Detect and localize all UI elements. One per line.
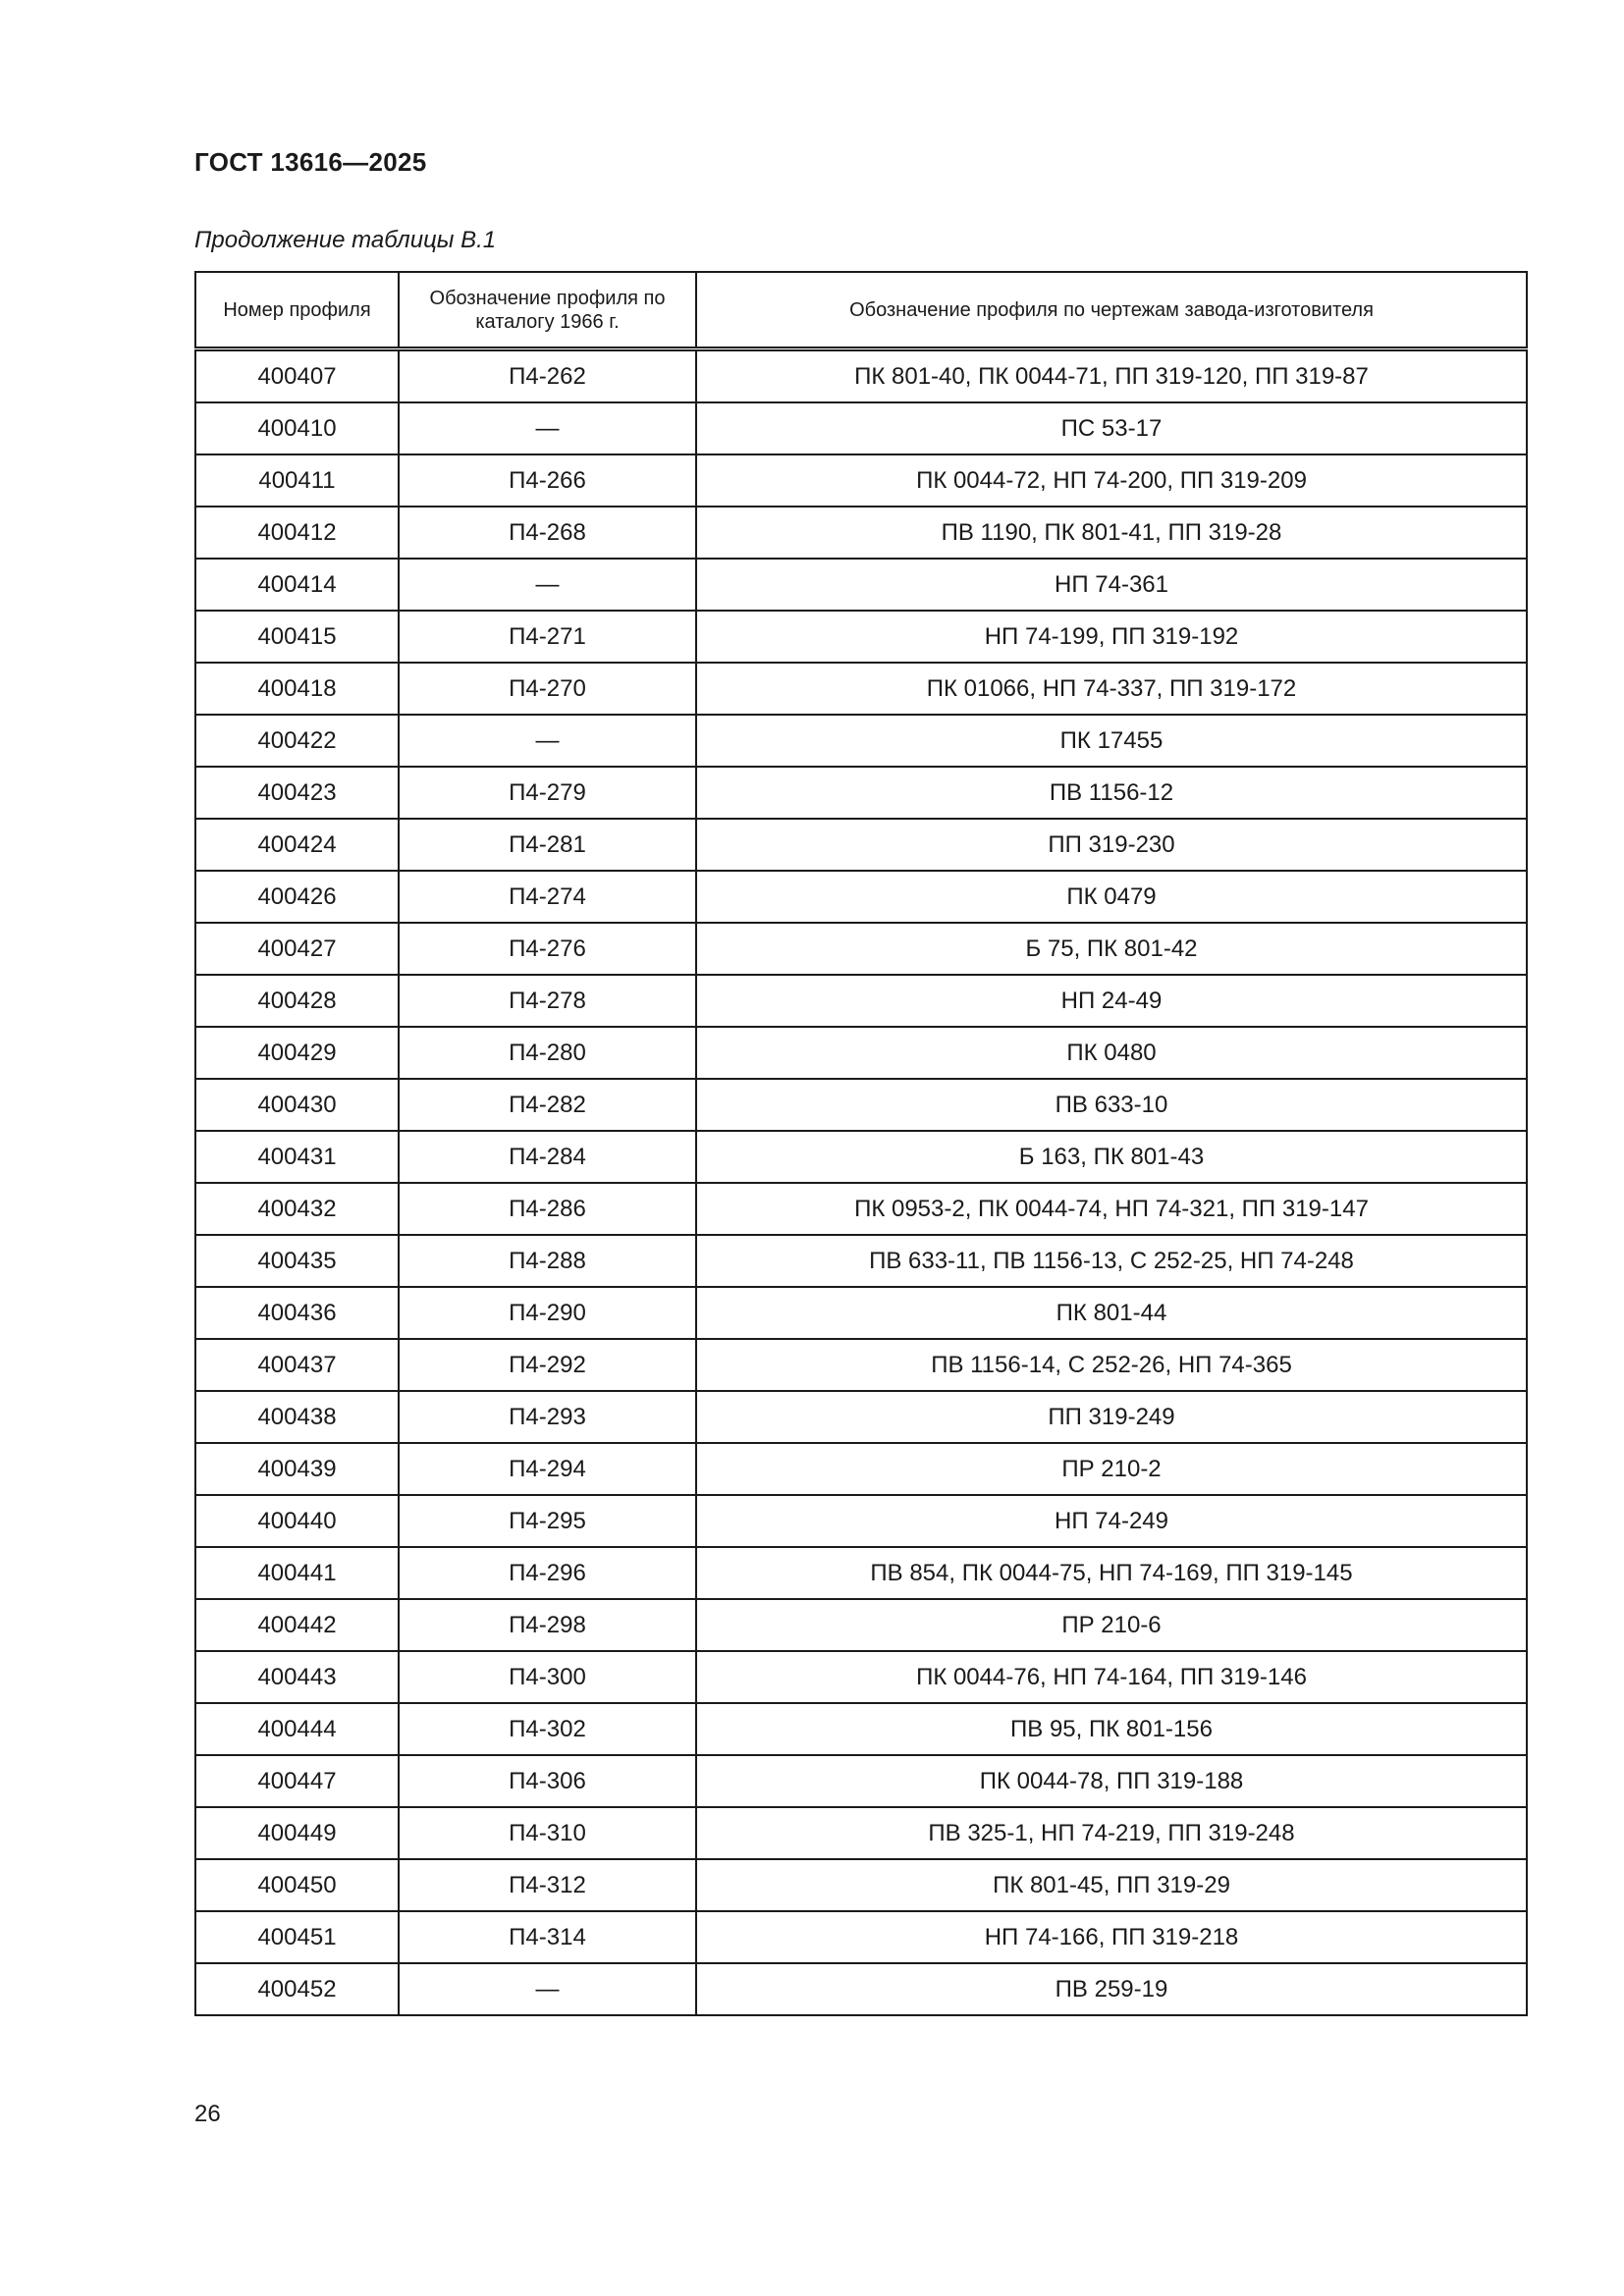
catalog-designation-cell: П4-288: [399, 1235, 696, 1287]
catalog-designation-cell: П4-302: [399, 1703, 696, 1755]
profile-number-cell: 400422: [195, 715, 399, 767]
catalog-designation-cell: П4-310: [399, 1807, 696, 1859]
catalog-designation-cell: П4-271: [399, 611, 696, 663]
catalog-designation-cell: П4-282: [399, 1079, 696, 1131]
table-row: [195, 1235, 1527, 1287]
manufacturer-designation-cell: ПК 01066, НП 74-337, ПП 319-172: [696, 663, 1527, 715]
catalog-designation-cell: П4-300: [399, 1651, 696, 1703]
manufacturer-designation-cell: НП 74-166, ПП 319-218: [696, 1911, 1527, 1963]
table-row: [195, 767, 1527, 819]
table-row: [195, 871, 1527, 923]
manufacturer-designation-cell: НП 74-199, ПП 319-192: [696, 611, 1527, 663]
table-row: [195, 1859, 1527, 1911]
catalog-designation-cell: П4-279: [399, 767, 696, 819]
table-row: [195, 1391, 1527, 1443]
manufacturer-designation-cell: ПВ 1156-12: [696, 767, 1527, 819]
manufacturer-designation-cell: ПК 0953-2, ПК 0044-74, НП 74-321, ПП 319-147: [696, 1183, 1527, 1235]
table-row: [195, 975, 1527, 1027]
table-row: [195, 507, 1527, 559]
catalog-designation-cell: П4-266: [399, 454, 696, 507]
catalog-designation-cell: П4-286: [399, 1183, 696, 1235]
profile-number-cell: 400444: [195, 1703, 399, 1755]
manufacturer-designation-cell: ПК 17455: [696, 715, 1527, 767]
catalog-designation-cell: —: [399, 1963, 696, 2015]
manufacturer-designation-cell: ПВ 1190, ПК 801-41, ПП 319-28: [696, 507, 1527, 559]
profile-number-cell: 400415: [195, 611, 399, 663]
profile-number-cell: 400452: [195, 1963, 399, 2015]
profile-number-cell: 400443: [195, 1651, 399, 1703]
manufacturer-designation-cell: ПВ 1156-14, С 252-26, НП 74-365: [696, 1339, 1527, 1391]
table-row: [195, 1287, 1527, 1339]
manufacturer-designation-cell: ПК 0044-78, ПП 319-188: [696, 1755, 1527, 1807]
profile-number-cell: 400423: [195, 767, 399, 819]
page-number: 26: [194, 2101, 221, 2127]
profile-number-cell: 400414: [195, 559, 399, 611]
manufacturer-designation-cell: ПВ 633-10: [696, 1079, 1527, 1131]
manufacturer-designation-cell: ПР 210-6: [696, 1599, 1527, 1651]
profile-number-cell: 400424: [195, 819, 399, 871]
document-header: ГОСТ 13616—2025: [194, 147, 427, 177]
manufacturer-designation-cell: Б 163, ПК 801-43: [696, 1131, 1527, 1183]
manufacturer-designation-cell: ПР 210-2: [696, 1443, 1527, 1495]
table-row: [195, 454, 1527, 507]
catalog-designation-cell: П4-278: [399, 975, 696, 1027]
catalog-designation-cell: П4-294: [399, 1443, 696, 1495]
catalog-designation-cell: П4-281: [399, 819, 696, 871]
table-row: [195, 663, 1527, 715]
catalog-designation-cell: П4-312: [399, 1859, 696, 1911]
manufacturer-designation-cell: НП 74-361: [696, 559, 1527, 611]
table-row: [195, 1079, 1527, 1131]
catalog-designation-cell: —: [399, 559, 696, 611]
table-row: [195, 1183, 1527, 1235]
table-row: [195, 1443, 1527, 1495]
profile-number-cell: 400450: [195, 1859, 399, 1911]
manufacturer-designation-cell: ПК 0479: [696, 871, 1527, 923]
profile-number-cell: 400431: [195, 1131, 399, 1183]
manufacturer-designation-cell: ПВ 259-19: [696, 1963, 1527, 2015]
table-row: [195, 1027, 1527, 1079]
manufacturer-designation-cell: ПК 801-45, ПП 319-29: [696, 1859, 1527, 1911]
manufacturer-designation-cell: ПК 0480: [696, 1027, 1527, 1079]
manufacturer-designation-cell: ПП 319-249: [696, 1391, 1527, 1443]
manufacturer-designation-cell: ПВ 325-1, НП 74-219, ПП 319-248: [696, 1807, 1527, 1859]
catalog-designation-cell: П4-314: [399, 1911, 696, 1963]
manufacturer-designation-cell: ПВ 854, ПК 0044-75, НП 74-169, ПП 319-145: [696, 1547, 1527, 1599]
manufacturer-designation-cell: ПК 801-40, ПК 0044-71, ПП 319-120, ПП 319-87: [696, 349, 1527, 403]
column-header-catalog-designation: Обозначение профиля по каталогу 1966 г.: [399, 272, 696, 349]
profile-number-cell: 400407: [195, 349, 399, 403]
profile-number-cell: 400437: [195, 1339, 399, 1391]
catalog-designation-cell: П4-280: [399, 1027, 696, 1079]
profile-number-cell: 400428: [195, 975, 399, 1027]
profile-number-cell: 400418: [195, 663, 399, 715]
catalog-designation-cell: П4-293: [399, 1391, 696, 1443]
table-body: [195, 349, 1527, 2016]
profile-number-cell: 400438: [195, 1391, 399, 1443]
manufacturer-designation-cell: ПС 53-17: [696, 402, 1527, 454]
manufacturer-designation-cell: ПВ 95, ПК 801-156: [696, 1703, 1527, 1755]
manufacturer-designation-cell: НП 74-249: [696, 1495, 1527, 1547]
profile-number-cell: 400429: [195, 1027, 399, 1079]
table-header-row: [195, 272, 1527, 349]
table-header: [195, 272, 1527, 349]
profile-number-cell: 400449: [195, 1807, 399, 1859]
manufacturer-designation-cell: ПК 801-44: [696, 1287, 1527, 1339]
manufacturer-designation-cell: ПП 319-230: [696, 819, 1527, 871]
profiles-table-container: [194, 271, 1526, 2016]
manufacturer-designation-cell: ПК 0044-72, НП 74-200, ПП 319-209: [696, 454, 1527, 507]
profile-number-cell: 400439: [195, 1443, 399, 1495]
catalog-designation-cell: П4-292: [399, 1339, 696, 1391]
manufacturer-designation-cell: Б 75, ПК 801-42: [696, 923, 1527, 975]
table-row: [195, 819, 1527, 871]
column-header-manufacturer-designation: Обозначение профиля по чертежам завода-изготовителя: [696, 272, 1527, 349]
table-row: [195, 611, 1527, 663]
manufacturer-designation-cell: ПВ 633-11, ПВ 1156-13, С 252-25, НП 74-248: [696, 1235, 1527, 1287]
profile-number-cell: 400442: [195, 1599, 399, 1651]
table-row: [195, 349, 1527, 403]
catalog-designation-cell: П4-262: [399, 349, 696, 403]
manufacturer-designation-cell: НП 24-49: [696, 975, 1527, 1027]
table-row: [195, 715, 1527, 767]
table-caption: Продолжение таблицы В.1: [194, 227, 497, 253]
catalog-designation-cell: П4-306: [399, 1755, 696, 1807]
profile-number-cell: 400412: [195, 507, 399, 559]
table-row: [195, 559, 1527, 611]
table-row: [195, 923, 1527, 975]
profile-number-cell: 400435: [195, 1235, 399, 1287]
profiles-table: [194, 271, 1528, 2016]
profile-number-cell: 400440: [195, 1495, 399, 1547]
profile-number-cell: 400436: [195, 1287, 399, 1339]
profile-number-cell: 400430: [195, 1079, 399, 1131]
column-header-profile-number: Номер профиля: [195, 272, 399, 349]
table-row: [195, 1131, 1527, 1183]
table-row: [195, 1547, 1527, 1599]
table-row: [195, 1339, 1527, 1391]
table-row: [195, 402, 1527, 454]
table-row: [195, 1703, 1527, 1755]
profile-number-cell: 400441: [195, 1547, 399, 1599]
profile-number-cell: 400411: [195, 454, 399, 507]
profile-number-cell: 400451: [195, 1911, 399, 1963]
catalog-designation-cell: П4-276: [399, 923, 696, 975]
catalog-designation-cell: П4-295: [399, 1495, 696, 1547]
catalog-designation-cell: П4-284: [399, 1131, 696, 1183]
table-row: [195, 1651, 1527, 1703]
profile-number-cell: 400426: [195, 871, 399, 923]
table-row: [195, 1807, 1527, 1859]
table-row: [195, 1495, 1527, 1547]
table-row: [195, 1755, 1527, 1807]
catalog-designation-cell: П4-270: [399, 663, 696, 715]
manufacturer-designation-cell: ПК 0044-76, НП 74-164, ПП 319-146: [696, 1651, 1527, 1703]
catalog-designation-cell: П4-290: [399, 1287, 696, 1339]
catalog-designation-cell: П4-268: [399, 507, 696, 559]
profile-number-cell: 400447: [195, 1755, 399, 1807]
catalog-designation-cell: —: [399, 402, 696, 454]
profile-number-cell: 400410: [195, 402, 399, 454]
profile-number-cell: 400427: [195, 923, 399, 975]
catalog-designation-cell: П4-274: [399, 871, 696, 923]
profile-number-cell: 400432: [195, 1183, 399, 1235]
catalog-designation-cell: П4-296: [399, 1547, 696, 1599]
table-row: [195, 1911, 1527, 1963]
table-row: [195, 1599, 1527, 1651]
catalog-designation-cell: —: [399, 715, 696, 767]
catalog-designation-cell: П4-298: [399, 1599, 696, 1651]
table-row: [195, 1963, 1527, 2015]
